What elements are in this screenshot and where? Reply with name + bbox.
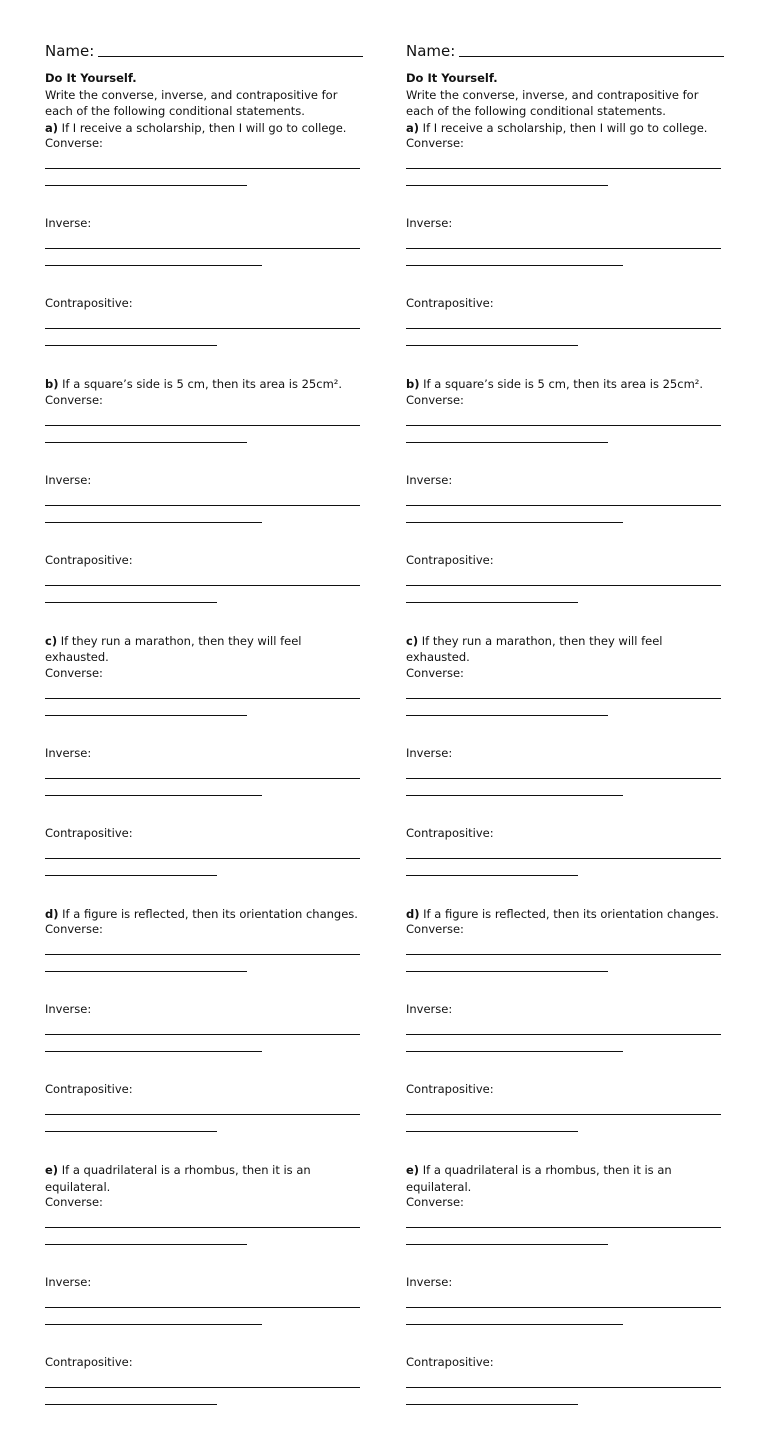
- contrapositive-answer[interactable]: [406, 328, 724, 376]
- answer-line: [406, 345, 578, 346]
- question-letter: d): [45, 906, 59, 921]
- contrapositive-answer[interactable]: [45, 585, 363, 633]
- answer-line: [406, 522, 623, 523]
- name-label: Name:: [45, 42, 95, 60]
- answer-line: [406, 328, 721, 329]
- inverse-label: Inverse:: [406, 1275, 453, 1289]
- inverse-label: Inverse:: [406, 216, 453, 230]
- question-letter: c): [45, 633, 58, 648]
- converse-answer[interactable]: [45, 1227, 363, 1275]
- inverse-answer[interactable]: [406, 248, 724, 296]
- answer-line: [45, 168, 360, 169]
- question-text: If a figure is reflected, then its orientation changes.: [419, 906, 719, 921]
- question-a: [406, 120, 724, 137]
- answer-line: [45, 1114, 360, 1115]
- contrapositive-answer[interactable]: [406, 585, 724, 633]
- converse-answer[interactable]: [406, 425, 724, 473]
- converse-answer[interactable]: [406, 168, 724, 216]
- answer-line: [45, 265, 262, 266]
- inverse-label: Inverse:: [45, 1275, 92, 1289]
- answer-line: [406, 715, 608, 716]
- question-e: [406, 1162, 724, 1195]
- question-text: If they run a marathon, then they will feel exhausted.: [406, 633, 663, 664]
- question-letter: e): [406, 1163, 420, 1177]
- question-e: [45, 1162, 363, 1195]
- converse-answer[interactable]: [406, 954, 724, 1002]
- answer-line: [406, 698, 721, 699]
- answer-line: [45, 971, 247, 972]
- question-letter: b): [406, 377, 420, 391]
- converse-label: Converse:: [406, 392, 464, 407]
- contrapositive-label: Contrapositive:: [45, 552, 133, 567]
- answer-line: [45, 328, 360, 329]
- answer-line: [45, 1387, 360, 1388]
- answer-line: [45, 1227, 360, 1228]
- contrapositive-label: Contrapositive:: [45, 1082, 133, 1096]
- question-letter: c): [406, 633, 419, 648]
- contrapositive-answer[interactable]: [45, 1114, 363, 1162]
- converse-answer[interactable]: [45, 425, 363, 473]
- inverse-label: Inverse:: [45, 216, 92, 230]
- answer-line: [45, 585, 360, 586]
- inverse-answer[interactable]: [406, 1307, 724, 1355]
- converse-label: Converse:: [45, 136, 103, 150]
- heading: Do It Yourself.: [406, 71, 498, 85]
- worksheet-right: [406, 38, 724, 1435]
- inverse-answer[interactable]: [45, 505, 363, 553]
- inverse-label: Inverse:: [45, 472, 92, 487]
- contrapositive-answer[interactable]: [45, 1387, 363, 1435]
- answer-line: [45, 778, 360, 779]
- answer-line: [406, 795, 623, 796]
- answer-line: [406, 875, 578, 876]
- question-b: [45, 376, 363, 393]
- answer-line: [406, 442, 608, 443]
- answer-line: [406, 185, 608, 186]
- answer-line: [406, 1227, 721, 1228]
- inverse-answer[interactable]: [45, 778, 363, 826]
- answer-line: [45, 1404, 217, 1405]
- answer-line: [45, 425, 360, 426]
- answer-line: [406, 168, 721, 169]
- answer-line: [406, 265, 623, 266]
- answer-line: [406, 602, 578, 603]
- answer-line: [45, 505, 360, 506]
- question-c: [45, 633, 363, 666]
- answer-line: [406, 1324, 623, 1325]
- question-d: [406, 906, 724, 923]
- converse-label: Converse:: [406, 136, 464, 150]
- question-text: If a figure is reflected, then its orientation changes.: [58, 906, 358, 921]
- converse-label: Converse:: [406, 1195, 464, 1209]
- contrapositive-label: Contrapositive:: [45, 825, 133, 840]
- contrapositive-label: Contrapositive:: [406, 1355, 494, 1369]
- answer-line: [406, 954, 721, 955]
- answer-line: [45, 1307, 360, 1308]
- answer-line: [406, 1051, 623, 1052]
- name-line[interactable]: [98, 56, 363, 57]
- answer-line: [45, 185, 247, 186]
- name-row: [406, 38, 724, 60]
- inverse-label: Inverse:: [45, 745, 92, 760]
- question-letter: d): [406, 906, 420, 921]
- answer-line: [45, 1131, 217, 1132]
- inverse-label: Inverse:: [406, 745, 453, 760]
- answer-line: [406, 425, 721, 426]
- answer-line: [406, 248, 721, 249]
- inverse-answer[interactable]: [406, 778, 724, 826]
- converse-label: Converse:: [406, 922, 464, 936]
- question-b: [406, 376, 724, 393]
- converse-label: Converse:: [45, 665, 103, 680]
- question-text: If a quadrilateral is a rhombus, then it is an equilateral.: [45, 1163, 311, 1194]
- contrapositive-answer[interactable]: [406, 1114, 724, 1162]
- question-letter: a): [406, 120, 420, 135]
- contrapositive-label: Contrapositive:: [406, 1082, 494, 1096]
- answer-line: [45, 858, 360, 859]
- contrapositive-answer[interactable]: [406, 1387, 724, 1435]
- answer-line: [45, 875, 217, 876]
- inverse-answer[interactable]: [45, 248, 363, 296]
- answer-line: [406, 1114, 721, 1115]
- answer-line: [406, 858, 721, 859]
- contrapositive-label: Contrapositive:: [45, 1355, 133, 1369]
- instructions: Write the converse, inverse, and contrapositive for each of the following conditional statements.: [406, 87, 699, 118]
- inverse-answer[interactable]: [406, 1034, 724, 1082]
- question-letter: e): [45, 1163, 59, 1177]
- question-letter: a): [45, 120, 59, 135]
- converse-label: Converse:: [45, 392, 103, 407]
- answer-line: [45, 795, 262, 796]
- worksheet-left: [45, 38, 363, 1435]
- converse-answer[interactable]: [45, 168, 363, 216]
- name-line[interactable]: [459, 56, 724, 57]
- converse-answer[interactable]: [45, 954, 363, 1002]
- inverse-label: Inverse:: [406, 1002, 453, 1016]
- contrapositive-answer[interactable]: [45, 328, 363, 376]
- converse-label: Converse:: [45, 922, 103, 936]
- answer-line: [406, 585, 721, 586]
- inverse-answer[interactable]: [45, 1034, 363, 1082]
- answer-line: [406, 971, 608, 972]
- question-c: [406, 633, 724, 666]
- answer-line: [406, 1131, 578, 1132]
- answer-line: [45, 1244, 247, 1245]
- question-letter: b): [45, 377, 59, 391]
- contrapositive-label: Contrapositive:: [406, 552, 494, 567]
- answer-line: [406, 1387, 721, 1388]
- question-text: If a square’s side is 5 cm, then its area is 25cm².: [419, 377, 704, 391]
- converse-label: Converse:: [406, 665, 464, 680]
- converse-answer[interactable]: [406, 1227, 724, 1275]
- answer-line: [45, 1051, 262, 1052]
- answer-line: [406, 778, 721, 779]
- inverse-answer[interactable]: [45, 1307, 363, 1355]
- inverse-label: Inverse:: [45, 1002, 92, 1016]
- converse-answer[interactable]: [406, 698, 724, 746]
- question-text: If they run a marathon, then they will feel exhausted.: [45, 633, 302, 664]
- contrapositive-label: Contrapositive:: [406, 296, 494, 310]
- question-text: If a square’s side is 5 cm, then its area is 25cm².: [58, 377, 343, 391]
- answer-line: [45, 602, 217, 603]
- contrapositive-label: Contrapositive:: [406, 825, 494, 840]
- question-text: If a quadrilateral is a rhombus, then it is an equilateral.: [406, 1163, 672, 1194]
- answer-line: [406, 1307, 721, 1308]
- answer-line: [45, 442, 247, 443]
- heading: Do It Yourself.: [45, 71, 137, 85]
- answer-line: [406, 1034, 721, 1035]
- answer-line: [45, 345, 217, 346]
- instructions: Write the converse, inverse, and contrapositive for each of the following conditional statements.: [45, 87, 338, 118]
- name-row: [45, 38, 363, 60]
- answer-line: [45, 715, 247, 716]
- contrapositive-label: Contrapositive:: [45, 296, 133, 310]
- answer-line: [406, 505, 721, 506]
- contrapositive-answer[interactable]: [45, 858, 363, 906]
- answer-line: [406, 1244, 608, 1245]
- contrapositive-answer[interactable]: [406, 858, 724, 906]
- answer-line: [45, 1034, 360, 1035]
- converse-answer[interactable]: [45, 698, 363, 746]
- answer-line: [45, 954, 360, 955]
- inverse-answer[interactable]: [406, 505, 724, 553]
- inverse-label: Inverse:: [406, 472, 453, 487]
- answer-line: [45, 1324, 262, 1325]
- question-text: If I receive a scholarship, then I will go to college.: [58, 120, 347, 135]
- converse-label: Converse:: [45, 1195, 103, 1209]
- answer-line: [45, 248, 360, 249]
- name-label: Name:: [406, 42, 456, 60]
- answer-line: [45, 698, 360, 699]
- question-text: If I receive a scholarship, then I will go to college.: [419, 120, 708, 135]
- question-a: [45, 120, 363, 137]
- answer-line: [406, 1404, 578, 1405]
- question-d: [45, 906, 363, 923]
- answer-line: [45, 522, 262, 523]
